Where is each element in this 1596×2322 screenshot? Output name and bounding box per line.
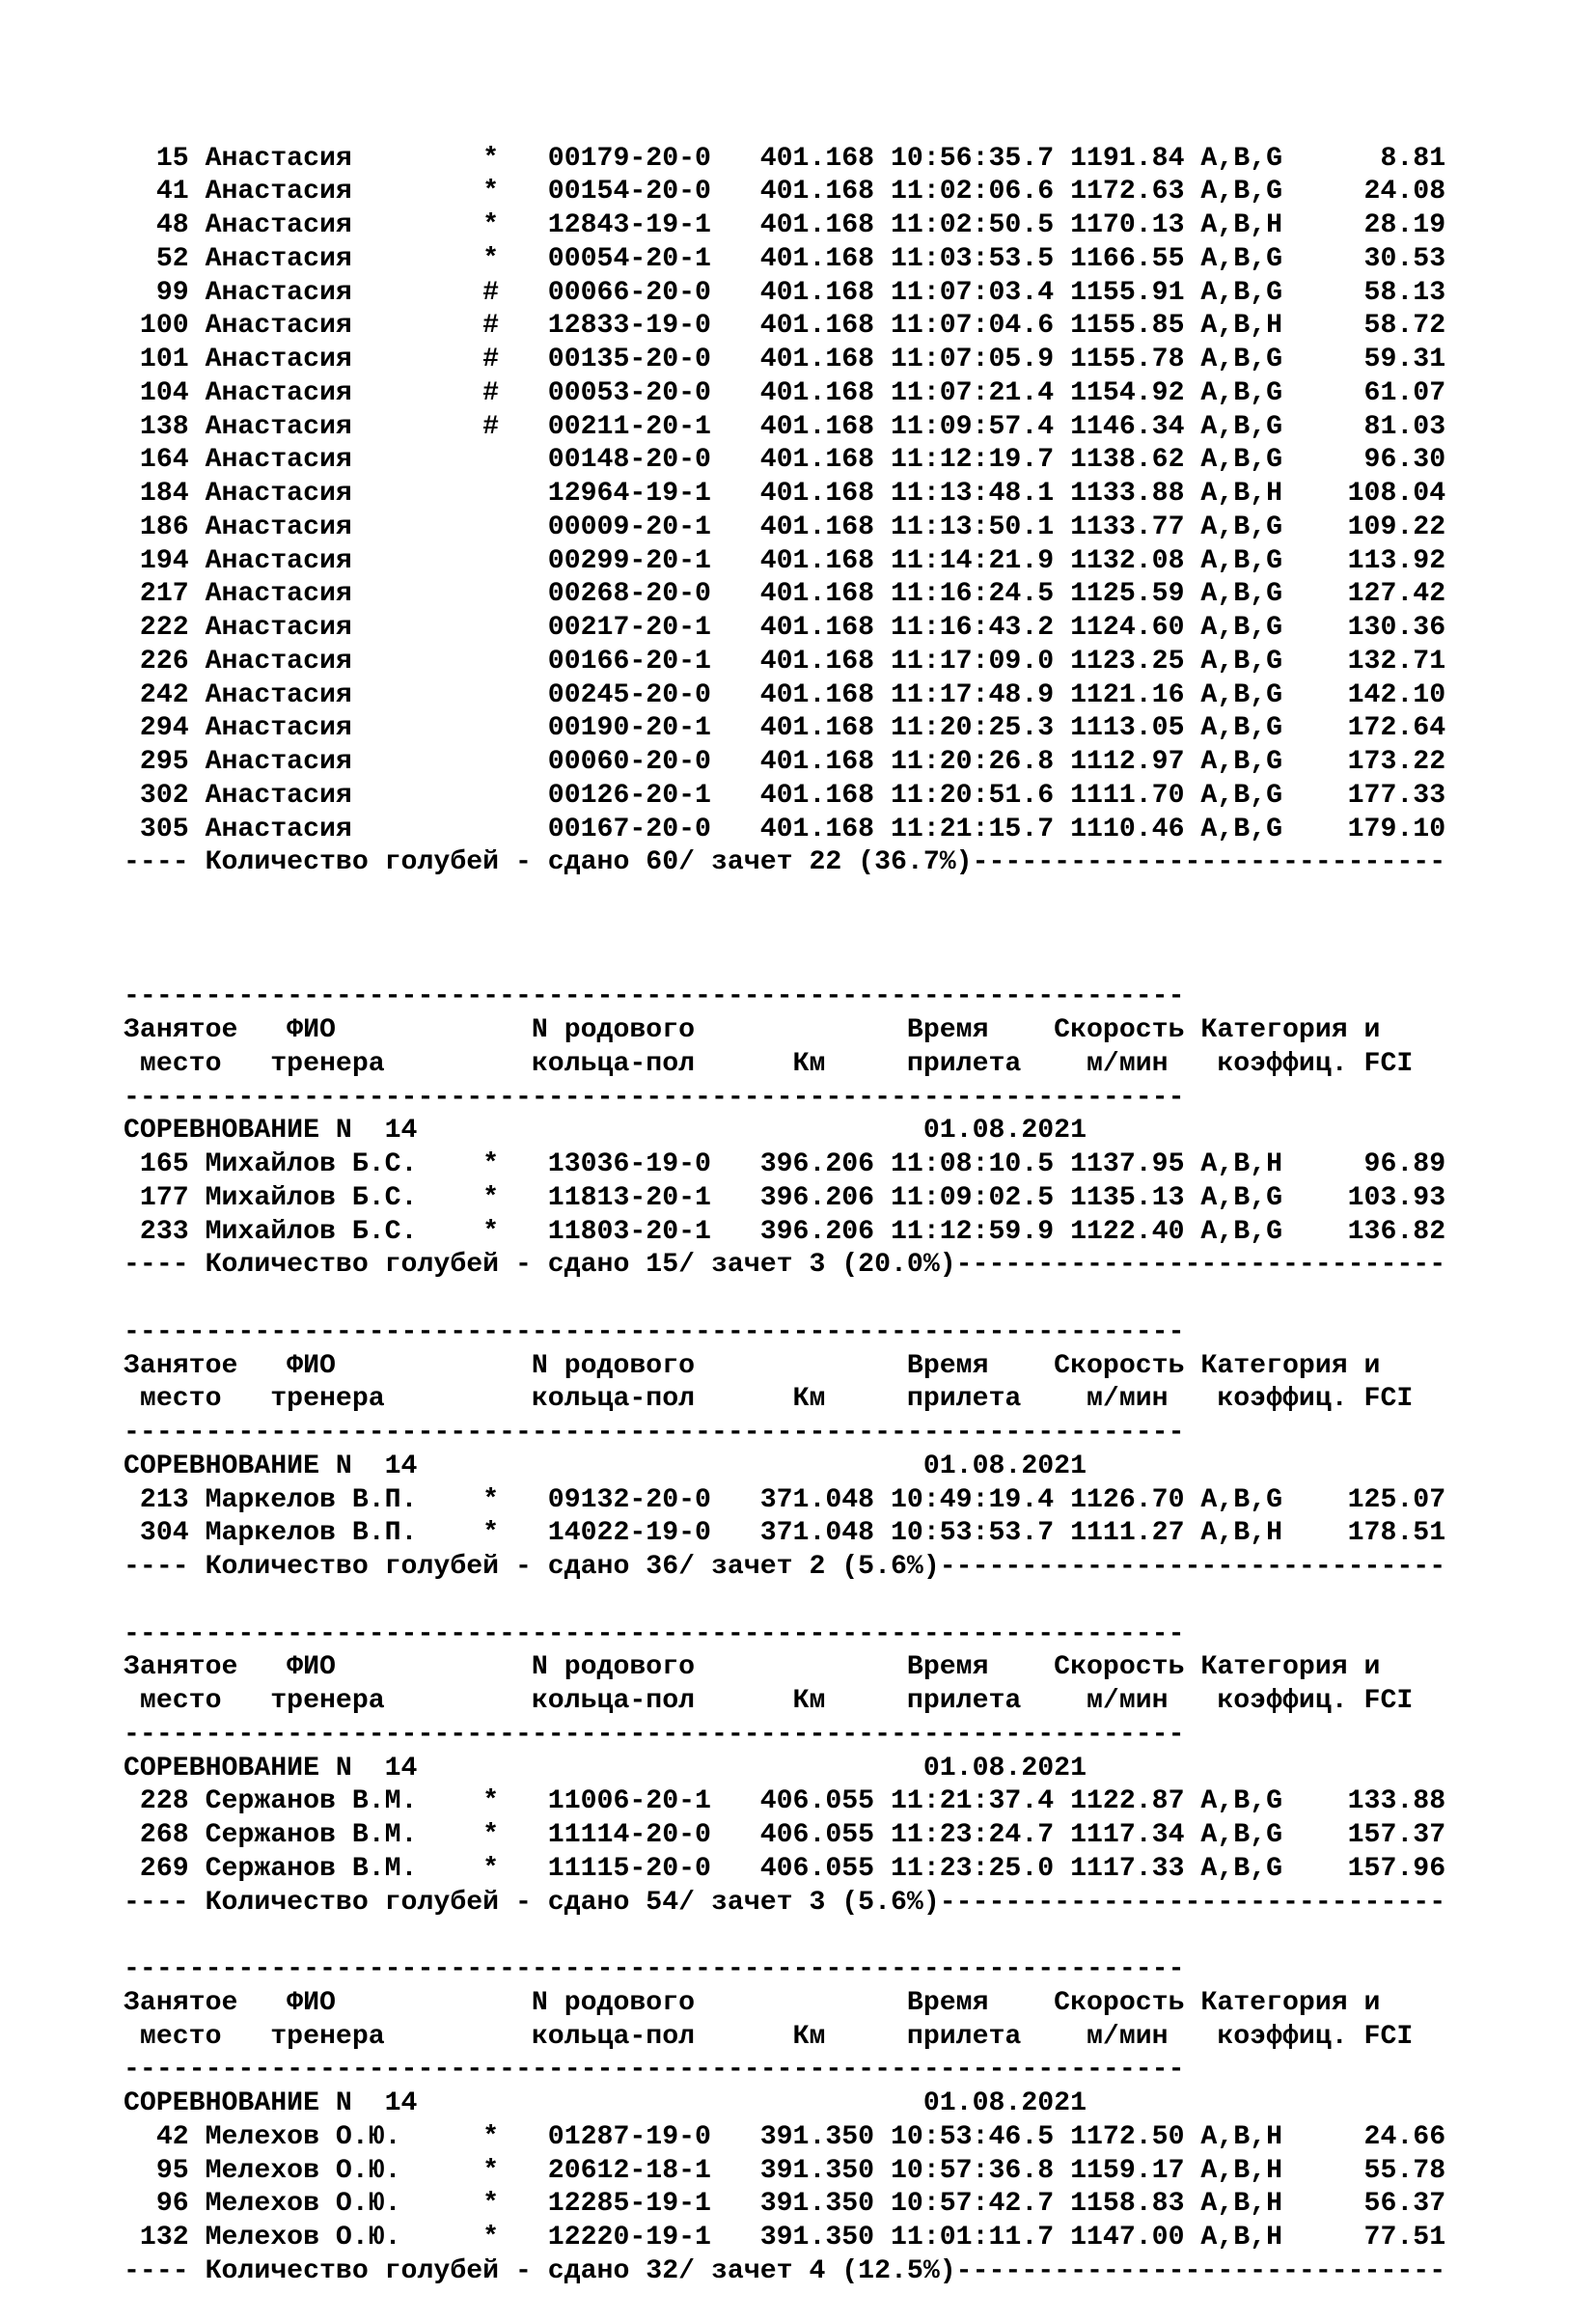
header-separator: -----------------------------------------------------------------: [124, 1954, 1185, 1984]
column-header-line-1: Занятое ФИО N родового Время Скорость Категория и: [124, 1350, 1381, 1381]
competition-line: СОРЕВНОВАНИЕ N 14 01.08.2021: [124, 1753, 1087, 1783]
results-block: [124, 1920, 1445, 2288]
result-row: 295 Анастасия 00060-20-0 401.168 11:20:26.8 1112.97 A,B,G 173.22: [124, 747, 1446, 777]
result-row: 164 Анастасия 00148-20-0 401.168 11:12:19.7 1138.62 A,B,G 96.30: [124, 445, 1446, 476]
result-row: 104 Анастасия # 00053-20-0 401.168 11:07:21.4 1154.92 A,B,G 61.07: [124, 377, 1446, 408]
result-row: 226 Анастасия 00166-20-1 401.168 11:17:09.0 1123.25 A,B,G 132.71: [124, 646, 1446, 677]
header-separator: -----------------------------------------------------------------: [124, 1418, 1185, 1448]
header-separator: -----------------------------------------------------------------: [124, 981, 1185, 1012]
result-row: 302 Анастасия 00126-20-1 401.168 11:20:51.6 1111.70 A,B,G 177.33: [124, 780, 1446, 811]
column-header-line-1: Занятое ФИО N родового Время Скорость Категория и: [124, 1987, 1381, 2018]
results-block: [124, 1585, 1445, 1921]
result-row: 138 Анастасия # 00211-20-1 401.168 11:09:57.4 1146.34 A,B,G 81.03: [124, 411, 1446, 442]
column-header-line-1: Занятое ФИО N родового Время Скорость Категория и: [124, 1015, 1381, 1045]
block-summary: ---- Количество голубей - сдано 54/ зачет 3 (5.6%)-------------------------------: [124, 1887, 1446, 1918]
result-row: 269 Сержанов В.М. * 11115-20-0 406.055 11:23:25.0 1117.33 A,B,G 157.96: [124, 1853, 1446, 1884]
results-block: [124, 1283, 1445, 1585]
block-summary: ---- Количество голубей - сдано 15/ зачет 3 (20.0%)------------------------------: [124, 1250, 1446, 1281]
spacer: [124, 1283, 1445, 1316]
competition-line: СОРЕВНОВАНИЕ N 14 01.08.2021: [124, 2088, 1087, 2118]
column-header-line-2: место тренера кольца-пол Км прилета м/мин коэффиц. FCI: [124, 1686, 1414, 1716]
competition-line: СОРЕВНОВАНИЕ N 14 01.08.2021: [124, 1451, 1087, 1481]
result-row: 186 Анастасия 00009-20-1 401.168 11:13:50.1 1133.77 A,B,G 109.22: [124, 511, 1446, 542]
result-row: 294 Анастасия 00190-20-1 401.168 11:20:25.3 1113.05 A,B,G 172.64: [124, 713, 1446, 744]
result-row: 95 Мелехов О.Ю. * 20612-18-1 391.350 10:57:36.8 1159.17 A,B,H 55.78: [124, 2155, 1446, 2186]
competition-line: СОРЕВНОВАНИЕ N 14 01.08.2021: [124, 1116, 1087, 1147]
result-row: 233 Михайлов Б.С. * 11803-20-1 396.206 11:12:59.9 1122.40 A,B,G 136.82: [124, 1216, 1446, 1247]
result-row: 305 Анастасия 00167-20-0 401.168 11:21:15.7 1110.46 A,B,G 179.10: [124, 814, 1446, 844]
result-row: 96 Мелехов О.Ю. * 12285-19-1 391.350 10:57:42.7 1158.83 A,B,H 56.37: [124, 2189, 1446, 2220]
result-row: 242 Анастасия 00245-20-0 401.168 11:17:48.9 1121.16 A,B,G 142.10: [124, 679, 1446, 710]
result-row: 15 Анастасия * 00179-20-0 401.168 10:56:35.7 1191.84 A,B,G 8.81: [124, 143, 1446, 174]
results-document: [124, 75, 1445, 2322]
result-row: 177 Михайлов Б.С. * 11813-20-1 396.206 11:09:02.5 1135.13 A,B,G 103.93: [124, 1182, 1446, 1213]
result-row: 99 Анастасия # 00066-20-0 401.168 11:07:03.4 1155.91 A,B,G 58.13: [124, 277, 1446, 308]
result-row: 268 Сержанов В.М. * 11114-20-0 406.055 11:23:24.7 1117.34 A,B,G 157.37: [124, 1820, 1446, 1850]
header-separator: -----------------------------------------------------------------: [124, 1082, 1185, 1113]
header-separator: -----------------------------------------------------------------: [124, 1618, 1185, 1649]
result-row: 304 Маркелов В.П. * 14022-19-0 371.048 10:53:53.7 1111.27 A,B,H 178.51: [124, 1518, 1446, 1549]
result-row: 101 Анастасия # 00135-20-0 401.168 11:07:05.9 1155.78 A,B,G 59.31: [124, 345, 1446, 374]
column-header-line-2: место тренера кольца-пол Км прилета м/мин коэффиц. FCI: [124, 1048, 1414, 1079]
result-row: 222 Анастасия 00217-20-1 401.168 11:16:43.2 1124.60 A,B,G 130.36: [124, 613, 1446, 643]
result-row: 228 Сержанов В.М. * 11006-20-1 406.055 11:21:37.4 1122.87 A,B,G 133.88: [124, 1786, 1446, 1817]
block-summary: ---- Количество голубей - сдано 60/ зачет 22 (36.7%)-----------------------------: [124, 847, 1446, 878]
header-separator: -----------------------------------------------------------------: [124, 2055, 1185, 2086]
result-row: 217 Анастасия 00268-20-0 401.168 11:16:24.5 1125.59 A,B,G 127.42: [124, 579, 1446, 610]
result-row: 213 Маркелов В.П. * 09132-20-0 371.048 10:49:19.4 1126.70 A,B,G 125.07: [124, 1484, 1446, 1515]
result-row: 184 Анастасия 12964-19-1 401.168 11:13:48.1 1133.88 A,B,H 108.04: [124, 479, 1446, 509]
result-row: 48 Анастасия * 12843-19-1 401.168 11:02:50.5 1170.13 A,B,H 28.19: [124, 210, 1446, 240]
result-row: 165 Михайлов Б.С. * 13036-19-0 396.206 11:08:10.5 1137.95 A,B,H 96.89: [124, 1149, 1446, 1179]
results-block: [124, 948, 1445, 1284]
result-row: 52 Анастасия * 00054-20-1 401.168 11:03:53.5 1166.55 A,B,G 30.53: [124, 243, 1446, 274]
spacer: [124, 1585, 1445, 1618]
result-row: 194 Анастасия 00299-20-1 401.168 11:14:21.9 1132.08 A,B,G 113.92: [124, 545, 1446, 576]
result-row: 41 Анастасия * 00154-20-0 401.168 11:02:06.6 1172.63 A,B,G 24.08: [124, 177, 1446, 207]
results-blocks: [124, 948, 1445, 2289]
results-block-continued: [124, 143, 1445, 881]
spacer: [124, 948, 1445, 981]
result-row: 42 Мелехов О.Ю. * 01287-19-0 391.350 10:53:46.5 1172.50 A,B,H 24.66: [124, 2121, 1446, 2152]
spacer: [124, 1920, 1445, 1953]
result-row: 132 Мелехов О.Ю. * 12220-19-1 391.350 11:01:11.7 1147.00 A,B,H 77.51: [124, 2223, 1446, 2253]
header-separator: -----------------------------------------------------------------: [124, 1316, 1185, 1347]
block-summary: ---- Количество голубей - сдано 36/ зачет 2 (5.6%)-------------------------------: [124, 1552, 1446, 1582]
column-header-line-1: Занятое ФИО N родового Время Скорость Категория и: [124, 1652, 1381, 1683]
block-summary: ---- Количество голубей - сдано 32/ зачет 4 (12.5%)------------------------------: [124, 2255, 1446, 2286]
column-header-line-2: место тренера кольца-пол Км прилета м/мин коэффиц. FCI: [124, 2021, 1414, 2052]
column-header-line-2: место тренера кольца-пол Км прилета м/мин коэффиц. FCI: [124, 1384, 1414, 1415]
header-separator: -----------------------------------------------------------------: [124, 1719, 1185, 1750]
result-row: 100 Анастасия # 12833-19-0 401.168 11:07:04.6 1155.85 A,B,H 58.72: [124, 311, 1446, 342]
